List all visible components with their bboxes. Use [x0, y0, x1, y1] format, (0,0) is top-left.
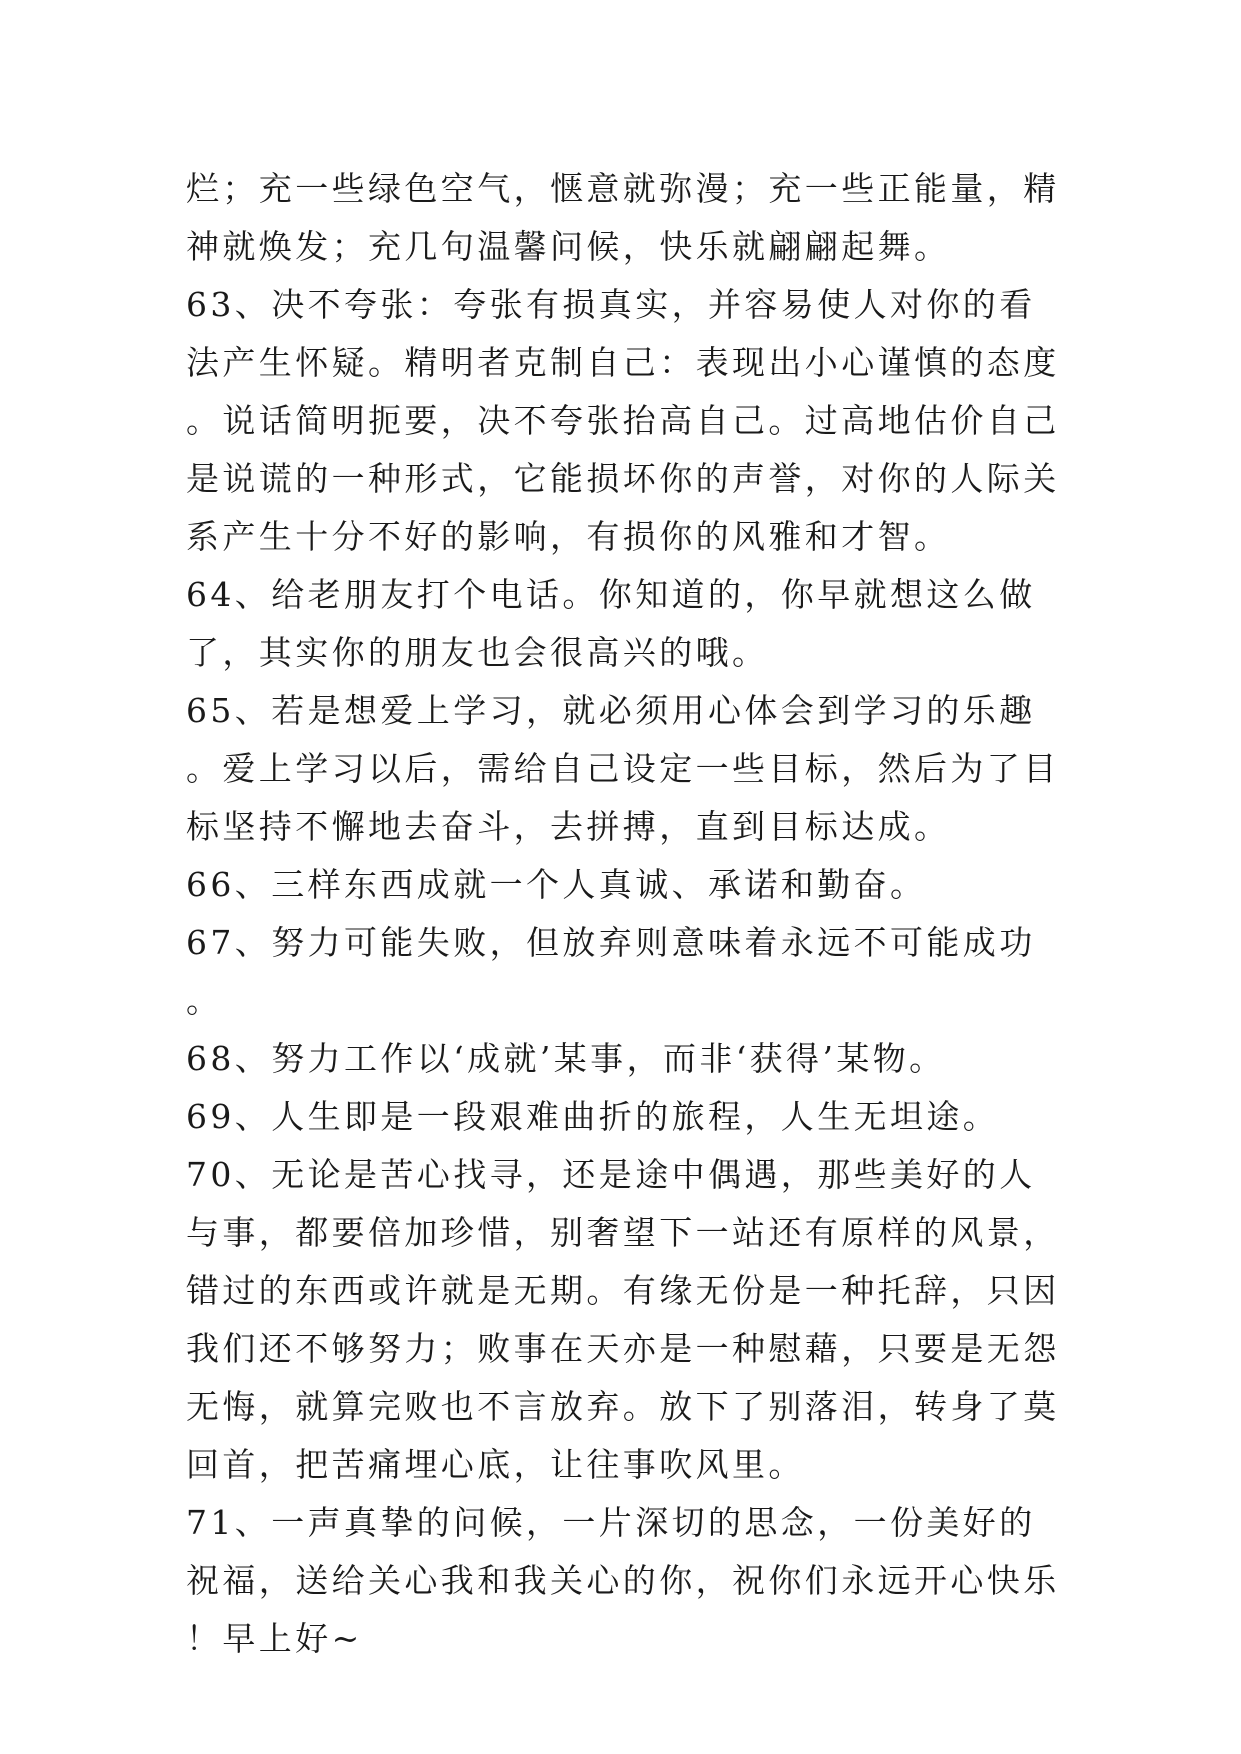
paragraph-65: 65、若是想爱上学习，就必须用心体会到学习的乐趣。爱上学习以后，需给自己设定一些目标，然后为了目标坚持不懈地去奋斗，去拼搏，直到目标达成。	[186, 691, 1060, 846]
document-body	[186, 160, 1066, 1668]
paragraph-66: 66、三样东西成就一个人真诚、承诺和勤奋。	[186, 865, 927, 904]
paragraph-71: 71、一声真挚的问候，一片深切的思念，一份美好的祝福，送给关心我和我关心的你，祝你们永远开心快乐！早上好~	[186, 1503, 1060, 1658]
paragraph-continuation: 烂；充一些绿色空气，惬意就弥漫；充一些正能量，精神就焕发；充几句温馨问候，快乐就翩翩起舞。	[186, 169, 1060, 266]
paragraph-68: 68、努力工作以‘成就’某事，而非‘获得’某物。	[186, 1039, 946, 1078]
paragraph-70: 70、无论是苦心找寻，还是途中偶遇，那些美好的人与事，都要倍加珍惜，别奢望下一站还有原样的风景，错过的东西或许就是无期。有缘无份是一种托辞，只因我们还不够努力；败事在天亦是一种慰藉，只要是无怨无悔，就算完败也不言放弃。放下了别落泪，转身了莫回首，把苦痛埋心底，让往事吹风里。	[186, 1155, 1060, 1484]
paragraph-69: 69、人生即是一段艰难曲折的旅程，人生无坦途。	[186, 1097, 1000, 1136]
paragraph-63: 63、决不夸张：夸张有损真实，并容易使人对你的看法产生怀疑。精明者克制自己：表现出小心谨慎的态度。说话简明扼要，决不夸张抬高自己。过高地估价自己是说谎的一种形式，它能损坏你的声誉，对你的人际关系产生十分不好的影响，有损你的风雅和才智。	[186, 285, 1060, 556]
paragraph-67: 67、努力可能失败，但放弃则意味着永远不可能成功。	[186, 923, 1036, 1020]
paragraph-64: 64、给老朋友打个电话。你知道的，你早就想这么做了，其实你的朋友也会很高兴的哦。	[186, 575, 1036, 672]
